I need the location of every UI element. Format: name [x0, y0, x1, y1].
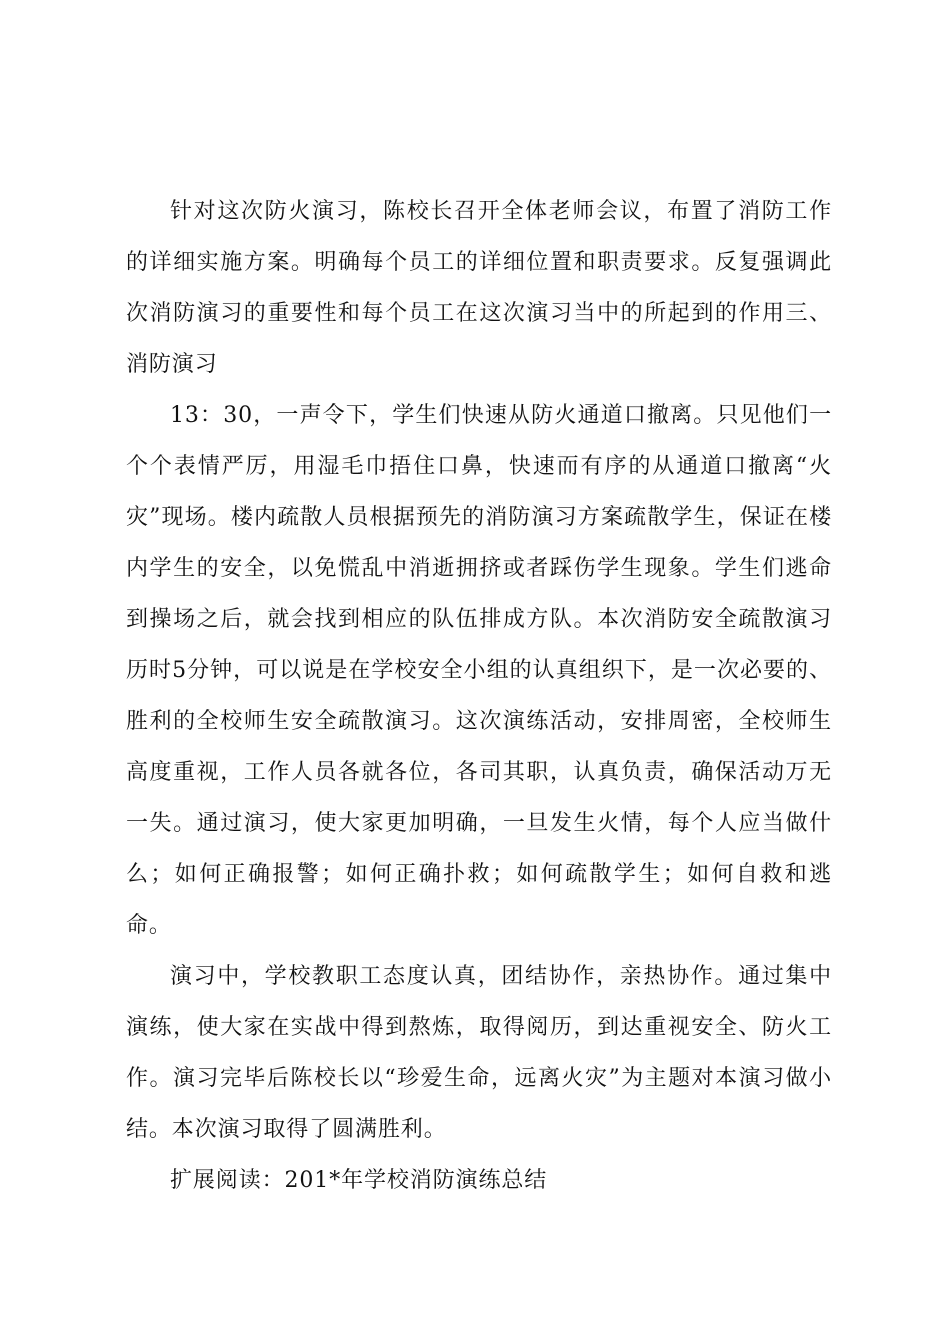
- document-body: [126, 186, 832, 1206]
- paragraph-drill-process: 13：30，一声令下，学生们快速从防火通道口撤离。只见他们一个个表情严厉，用湿毛巾捂住口鼻，快速而有序的从通道口撤离“火灾”现场。楼内疏散人员根据预先的消防演习方案疏散学生，保证在楼内学生的安全，以免慌乱中消逝拥挤或者踩伤学生现象。学生们逃命到操场之后，就会找到相应的队伍排成方队。本次消防安全疏散演习历时5分钟，可以说是在学校安全小组的认真组织下，是一次必要的、胜利的全校师生安全疏散演习。这次演练活动，安排周密，全校师生高度重视，工作人员各就各位，各司其职，认真负责，确保活动万无一失。通过演习，使大家更加明确，一旦发生火情，每个人应当做什么；如何正确报警；如何正确扑救；如何疏散学生；如何自救和逃命。: [126, 403, 832, 938]
- paragraph-extended-reading: 扩展阅读：201*年学校消防演练总结: [170, 1168, 548, 1193]
- paragraph-drill-preparation: 针对这次防火演习，陈校长召开全体老师会议，布置了消防工作的详细实施方案。明确每个员工的详细位置和职责要求。反复强调此次消防演习的重要性和每个员工在这次演习当中的所起到的作用三、消防演习: [126, 199, 832, 377]
- paragraph-drill-summary: 演习中，学校教职工态度认真，团结协作，亲热协作。通过集中演练，使大家在实战中得到熬炼，取得阅历，到达重视安全、防火工作。演习完毕后陈校长以“珍爱生命，远离火灾”为主题对本演习做小结。本次演习取得了圆满胜利。: [126, 964, 832, 1142]
